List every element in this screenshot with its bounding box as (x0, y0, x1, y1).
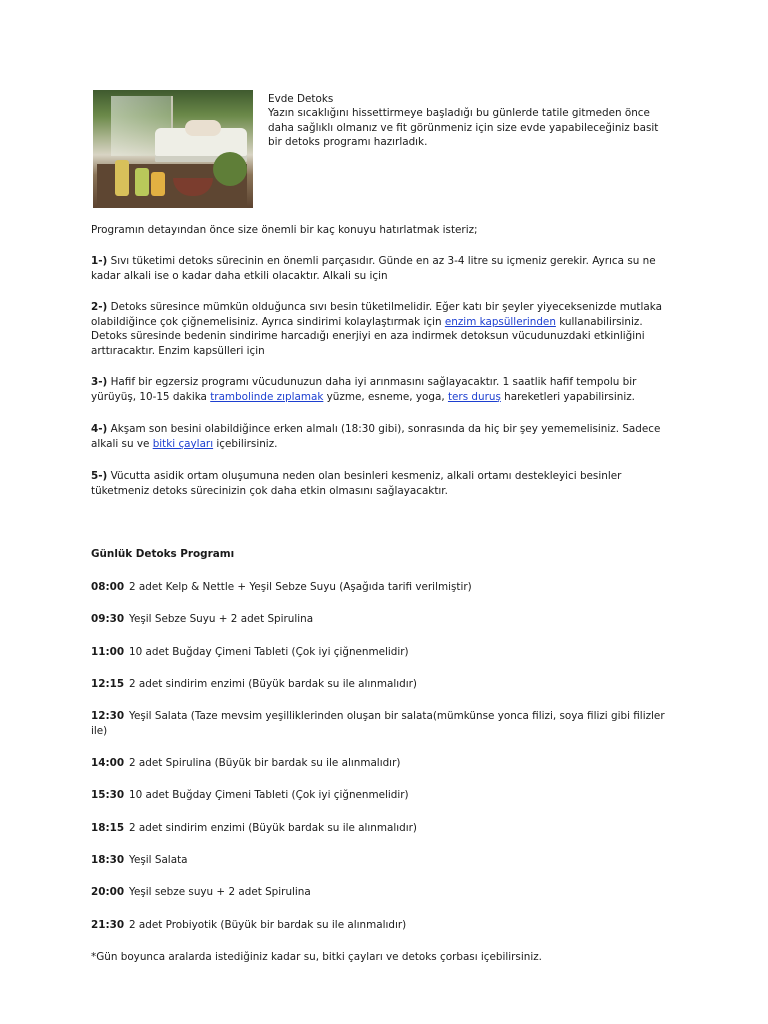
item-number: 2-) (91, 301, 108, 313)
schedule-time: 18:30 (91, 854, 125, 866)
schedule-text: Yeşil Salata (Taze mevsim yeşilliklerinden oluşan bir salata(mümkünse yonca filizi, soya filizi gibi filizler ile) (91, 710, 665, 737)
schedule-text: Yeşil sebze suyu + 2 adet Spirulina (129, 886, 311, 898)
schedule-row (91, 580, 681, 595)
terrace-detox-photo (93, 90, 253, 208)
item-number: 4-) (91, 423, 108, 435)
schedule-row (91, 853, 681, 868)
schedule-time: 11:00 (91, 646, 125, 658)
schedule-time: 14:00 (91, 757, 125, 769)
item-1 (91, 254, 681, 283)
item-text: kullanabilirsiniz. Detoks süresinde bedenin sindirime harcadığı enerjiyi en aza indirmek detoksun vücudunuzdaki etkinliğini arttıracaktır. Enzim kapsülleri için (91, 315, 645, 357)
item-text: hareketleri yapabilirsiniz. (500, 390, 635, 403)
schedule-text: 2 adet Kelp & Nettle + Yeşil Sebze Suyu (Aşağıda tarifi verilmiştir) (129, 581, 472, 593)
schedule-text: 2 adet sindirim enzimi (Büyük bardak su ile alınmalıdır) (129, 822, 417, 834)
enzyme-capsules-link[interactable]: enzim kapsüllerinden (444, 315, 556, 328)
trampoline-link[interactable]: trambolinde zıplamak (210, 390, 324, 403)
schedule-row (91, 885, 681, 900)
item-text: Sıvı tüketimi detoks sürecinin en önemli parçasıdır. Günde en az 3-4 litre su içmeniz gerekir. Ayrıca su ne kadar alkali ise o kadar daha etkili olacaktır. Alkali su için (91, 255, 656, 282)
schedule-row (91, 788, 681, 803)
item-text: Hafif bir egzersiz programı vücudunuzun daha iyi arınmasını sağlayacaktır. 1 saatlik hafif tempolu bir yürüyüş, 10-15 dakika (91, 376, 637, 403)
schedule-text: 2 adet sindirim enzimi (Büyük bardak su ile alınmalıdır) (129, 678, 417, 690)
schedule-row (91, 756, 681, 771)
item-text: Akşam son besini olabildiğince erken almalı (18:30 gibi), sonrasında da hiç bir şey yememelisiniz. Sadece alkali su ve (91, 423, 661, 450)
item-text: Detoks süresince mümkün olduğunca sıvı besin tüketilmelidir. Eğer katı bir şeyler yiyeceksenizde mutlaka olabildiğince çok çiğnemelisiniz. Ayrıca sindirimi kolaylaştırmak için (91, 301, 662, 328)
lead-paragraph: Programın detayından önce size önemli bir kaç konuyu hatırlatmak isteriz; (91, 224, 478, 236)
item-2 (91, 300, 681, 358)
schedule-row (91, 677, 681, 692)
program-title: Günlük Detoks Programı (91, 548, 235, 560)
schedule-row (91, 645, 681, 660)
item-5 (91, 469, 681, 498)
schedule-row (91, 918, 681, 933)
schedule-time: 12:30 (91, 710, 125, 722)
schedule-time: 09:30 (91, 613, 125, 625)
item-number: 3-) (91, 376, 108, 388)
intro-text: Yazın sıcaklığını hissettirmeye başladığı bu günlerde tatile gitmeden önce daha sağlıklı olmanız ve fit görünmeniz için size evde yapabileceğiniz basit bir detoks programı hazırladık. (268, 107, 659, 148)
schedule-text: 10 adet Buğday Çimeni Tableti (Çok iyi çiğnenmelidir) (129, 789, 409, 801)
intro-section (268, 92, 668, 149)
item-4 (91, 422, 681, 451)
schedule-time: 15:30 (91, 789, 125, 801)
schedule-time: 08:00 (91, 581, 125, 593)
schedule-time: 21:30 (91, 919, 125, 931)
footnote: *Gün boyunca aralarda istediğiniz kadar su, bitki çayları ve detoks çorbası içebilirsiniz. (91, 951, 542, 963)
schedule-text: Yeşil Salata (129, 854, 188, 866)
schedule-row (91, 612, 681, 627)
item-number: 1-) (91, 255, 108, 267)
article-title: Evde Detoks (268, 93, 334, 105)
item-text: içebilirsiniz. (213, 437, 278, 450)
schedule-text: Yeşil Sebze Suyu + 2 adet Spirulina (129, 613, 314, 625)
herbal-teas-link[interactable]: bitki çayları (152, 437, 214, 450)
schedule-row (91, 709, 681, 738)
item-3 (91, 375, 681, 404)
item-number: 5-) (91, 470, 108, 482)
schedule-text: 2 adet Probiyotik (Büyük bir bardak su ile alınmalıdır) (129, 919, 407, 931)
schedule-text: 2 adet Spirulina (Büyük bir bardak su ile alınmalıdır) (129, 757, 401, 769)
schedule-time: 20:00 (91, 886, 125, 898)
schedule-time: 18:15 (91, 822, 125, 834)
item-text: Vücutta asidik ortam oluşumuna neden olan besinleri kesmeniz, alkali ortamı destekleyici besinler tüketmeniz detoks sürecinizin çok daha etkin olmasını sağlayacaktır. (91, 470, 622, 497)
item-text: yüzme, esneme, yoga, (323, 390, 448, 403)
schedule-row (91, 821, 681, 836)
headstand-link[interactable]: ters duruş (447, 390, 501, 403)
schedule-time: 12:15 (91, 678, 125, 690)
schedule-text: 10 adet Buğday Çimeni Tableti (Çok iyi çiğnenmelidir) (129, 646, 409, 658)
